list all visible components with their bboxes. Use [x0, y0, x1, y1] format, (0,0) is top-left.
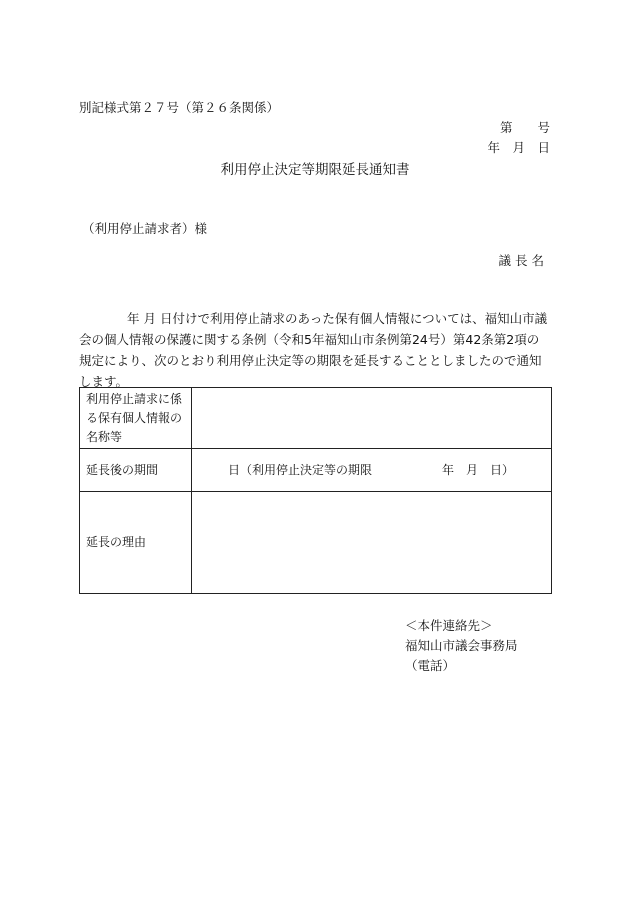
table-row [80, 388, 552, 449]
body-paragraph [79, 308, 551, 392]
notice-table [79, 387, 552, 594]
contact-office: 福知山市議会事務局 [405, 638, 518, 653]
form-number: 別記様式第２７号（第２６条関係） [79, 100, 280, 115]
extended-period-value [192, 449, 552, 492]
addressee: （利用停止請求者）様 [82, 221, 208, 236]
info-name-label: 利用停止請求に係る保有個人情報の名称等 [80, 388, 192, 449]
document-date: 年 月 日 [487, 140, 550, 155]
period-text: 日（利用停止決定等の期限 [228, 462, 373, 477]
table-row [80, 449, 552, 492]
contact-heading: ＜本件連絡先＞ [405, 618, 493, 633]
reason-value [192, 492, 552, 594]
contact-phone: （電話） [405, 658, 456, 673]
body-text: 年 月 日付けで利用停止請求のあった保有個人情報については、福知山市議会の個人情報の保護に関する条例（令和5年福知山市条例第24号）第42条第2項の規定により、次のとおり利用停止決定等の期限を延長することとしましたので通知します。 [79, 311, 548, 389]
table-row [80, 492, 552, 594]
deadline-date: 年 月 日） [442, 462, 515, 477]
extended-period-label: 延長後の期間 [80, 449, 192, 492]
document-title: 利用停止決定等期限延長通知書 [220, 162, 410, 178]
info-name-value [192, 388, 552, 449]
document-number: 第 号 [499, 120, 550, 135]
sender-name: 議 長 名 [498, 253, 544, 268]
contact-block [405, 616, 518, 676]
reason-label: 延長の理由 [80, 492, 192, 594]
